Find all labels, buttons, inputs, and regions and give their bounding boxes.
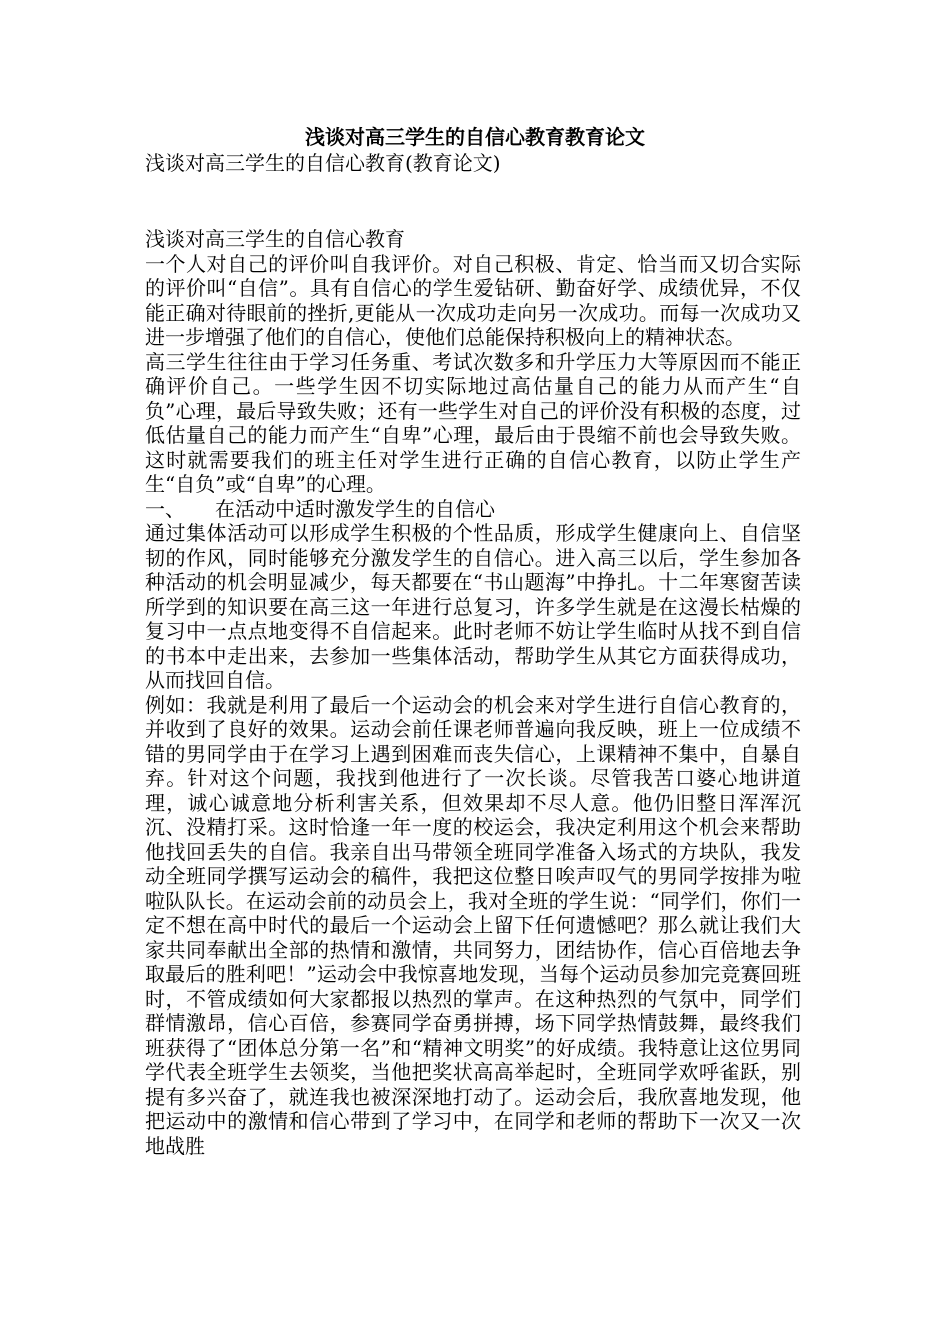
body-paragraph: 一个人对自己的评价叫自我评价。对自己积极、肯定、恰当而又切合实际的评价叫“自信”。具有自信心的学生爱钻研、勤奋好学、成绩优异，不仅能正确对待眼前的挫折,更能从一次成功走向另一次成功。而每一次成功又进一步增强了他们的自信心，使他们总能保持积极向上的精神状态。 — [145, 251, 801, 349]
body-paragraph: 通过集体活动可以形成学生积极的个性品质，形成学生健康向上、自信坚韧的作风，同时能够充分激发学生的自信心。进入高三以后，学生参加各种活动的机会明显减少，每天都要在“书山题海”中挣扎。十二年寒窗苦读所学到的知识要在高三这一年进行总复习，许多学生就是在这漫长枯燥的复习中一点点地变得不自信起来。此时老师不妨让学生临时从找不到自信的书本中走出来，去参加一些集体活动，帮助学生从其它方面获得成功，从而找回自信。 — [145, 521, 801, 692]
body-paragraph: 高三学生往往由于学习任务重、考试次数多和升学压力大等原因而不能正确评价自己。一些学生因不切实际地过高估量自己的能力从而产生“自负”心理，最后导致失败；还有一些学生对自己的评价没有积极的态度，过低估量自己的能力而产生“自卑”心理，最后由于畏缩不前也会导致失败。这时就需要我们的班主任对学生进行正确的自信心教育，以防止学生产生“自负”或“自卑”的心理。 — [145, 349, 801, 496]
section-heading: 浅谈对高三学生的自信心教育 — [145, 227, 405, 251]
section-1-number: 一、 — [145, 496, 185, 521]
section-1-title: 在活动中适时激发学生的自信心 — [215, 496, 495, 521]
document-body — [145, 227, 801, 1158]
section-1-heading — [145, 497, 801, 522]
body-paragraph: 例如：我就是利用了最后一个运动会的机会来对学生进行自信心教育的，并收到了良好的效果。运动会前任课老师普遍向我反映，班上一位成绩不错的男同学由于在学习上遇到困难而丧失信心，上课精神不集中，自暴自弃。针对这个问题，我找到他进行了一次长谈。尽管我苦口婆心地讲道理，诚心诚意地分析利害关系，但效果却不尽人意。他仍旧整日浑浑沉沉、没精打采。这时恰逢一年一度的校运会，我决定利用这个机会来帮助他找回丢失的自信。我亲自出马带领全班同学准备入场式的方块队，我发动全班同学撰写运动会的稿件，我把这位整日唉声叹气的男同学按排为啦啦队队长。在运动会前的动员会上，我对全班的学生说：“同学们，你们一定不想在高中时代的最后一个运动会上留下任何遗憾吧？那么就让我们大家共同奉献出全部的热情和激情，共同努力，团结协作，信心百倍地去争取最后的胜利吧！”运动会中我惊喜地发现，当每个运动员参加完竞赛回班时，不管成绩如何大家都报以热烈的掌声。在这种热烈的气氛中，同学们群情激昂，信心百倍，参赛同学奋勇拼搏，场下同学热情鼓舞，最终我们班获得了“团体总分第一名”和“精神文明奖”的好成绩。我特意让这位男同学代表全班学生去领奖，当他把奖状高高举起时，全班同学欢呼雀跃，别提有多兴奋了，就连我也被深深地打动了。运动会后，我欣喜地发现，他把运动中的激情和信心带到了学习中，在同学和老师的帮助下一次又一次地战胜 — [145, 692, 801, 1158]
document-title: 浅谈对高三学生的自信心教育教育论文 — [305, 125, 645, 149]
document-subtitle: 浅谈对高三学生的自信心教育(教育论文) — [145, 151, 501, 175]
